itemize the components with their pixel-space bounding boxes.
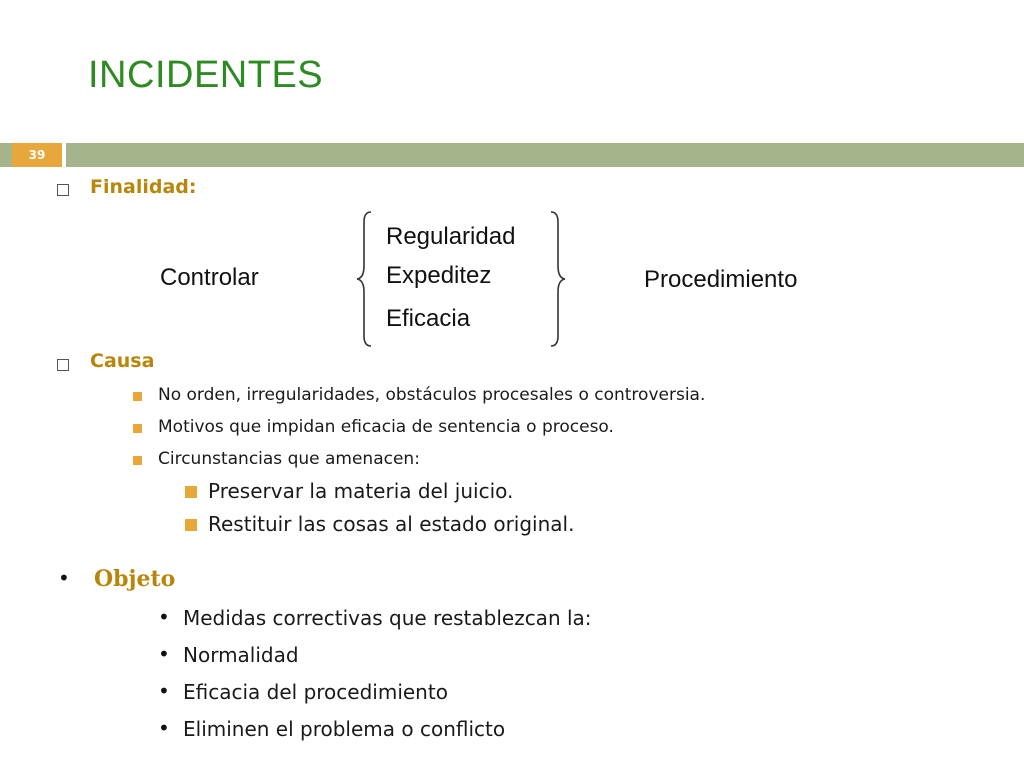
causa-subitem: Preservar la materia del juicio. <box>208 479 514 503</box>
objeto-bullet-icon: • <box>58 566 70 590</box>
procedimiento-label: Procedimiento <box>644 266 798 293</box>
slide-title: INCIDENTES <box>88 54 324 96</box>
objeto-item-bullet-icon: • <box>158 642 170 666</box>
causa-subitem-bullet-icon <box>185 519 197 531</box>
objeto-heading: Objeto <box>94 566 176 592</box>
header-rule-right <box>66 143 1024 167</box>
causa-item-bullet-icon <box>133 456 142 465</box>
page-number: 39 <box>12 143 62 167</box>
objeto-item-bullet-icon: • <box>158 716 170 740</box>
right-brace-icon <box>549 210 569 348</box>
causa-item: No orden, irregularidades, obstáculos procesales o controversia. <box>158 385 706 405</box>
expeditez-label: Expeditez <box>386 262 492 289</box>
causa-item: Circunstancias que amenacen: <box>158 449 420 469</box>
eficacia-label: Eficacia <box>386 305 471 332</box>
causa-item-bullet-icon <box>133 392 142 401</box>
causa-bullet-icon <box>57 359 69 371</box>
controlar-label: Controlar <box>160 264 259 291</box>
causa-item: Motivos que impidan eficacia de sentencia o proceso. <box>158 417 614 437</box>
causa-subitem: Restituir las cosas al estado original. <box>208 512 575 536</box>
objeto-item: Normalidad <box>183 643 299 667</box>
header-rule-left <box>0 143 12 167</box>
regularidad-label: Regularidad <box>386 223 516 250</box>
objeto-item: Eficacia del procedimiento <box>183 680 448 704</box>
objeto-item-bullet-icon: • <box>158 605 170 629</box>
objeto-item: Eliminen el problema o conflicto <box>183 717 506 741</box>
objeto-item-bullet-icon: • <box>158 679 170 703</box>
objeto-item: Medidas correctivas que restablezcan la: <box>183 606 592 630</box>
finalidad-heading: Finalidad: <box>90 176 197 198</box>
causa-heading: Causa <box>90 350 155 372</box>
left-brace-icon <box>355 210 375 348</box>
finalidad-bullet-icon <box>57 184 69 196</box>
causa-item-bullet-icon <box>133 424 142 433</box>
causa-subitem-bullet-icon <box>185 486 197 498</box>
